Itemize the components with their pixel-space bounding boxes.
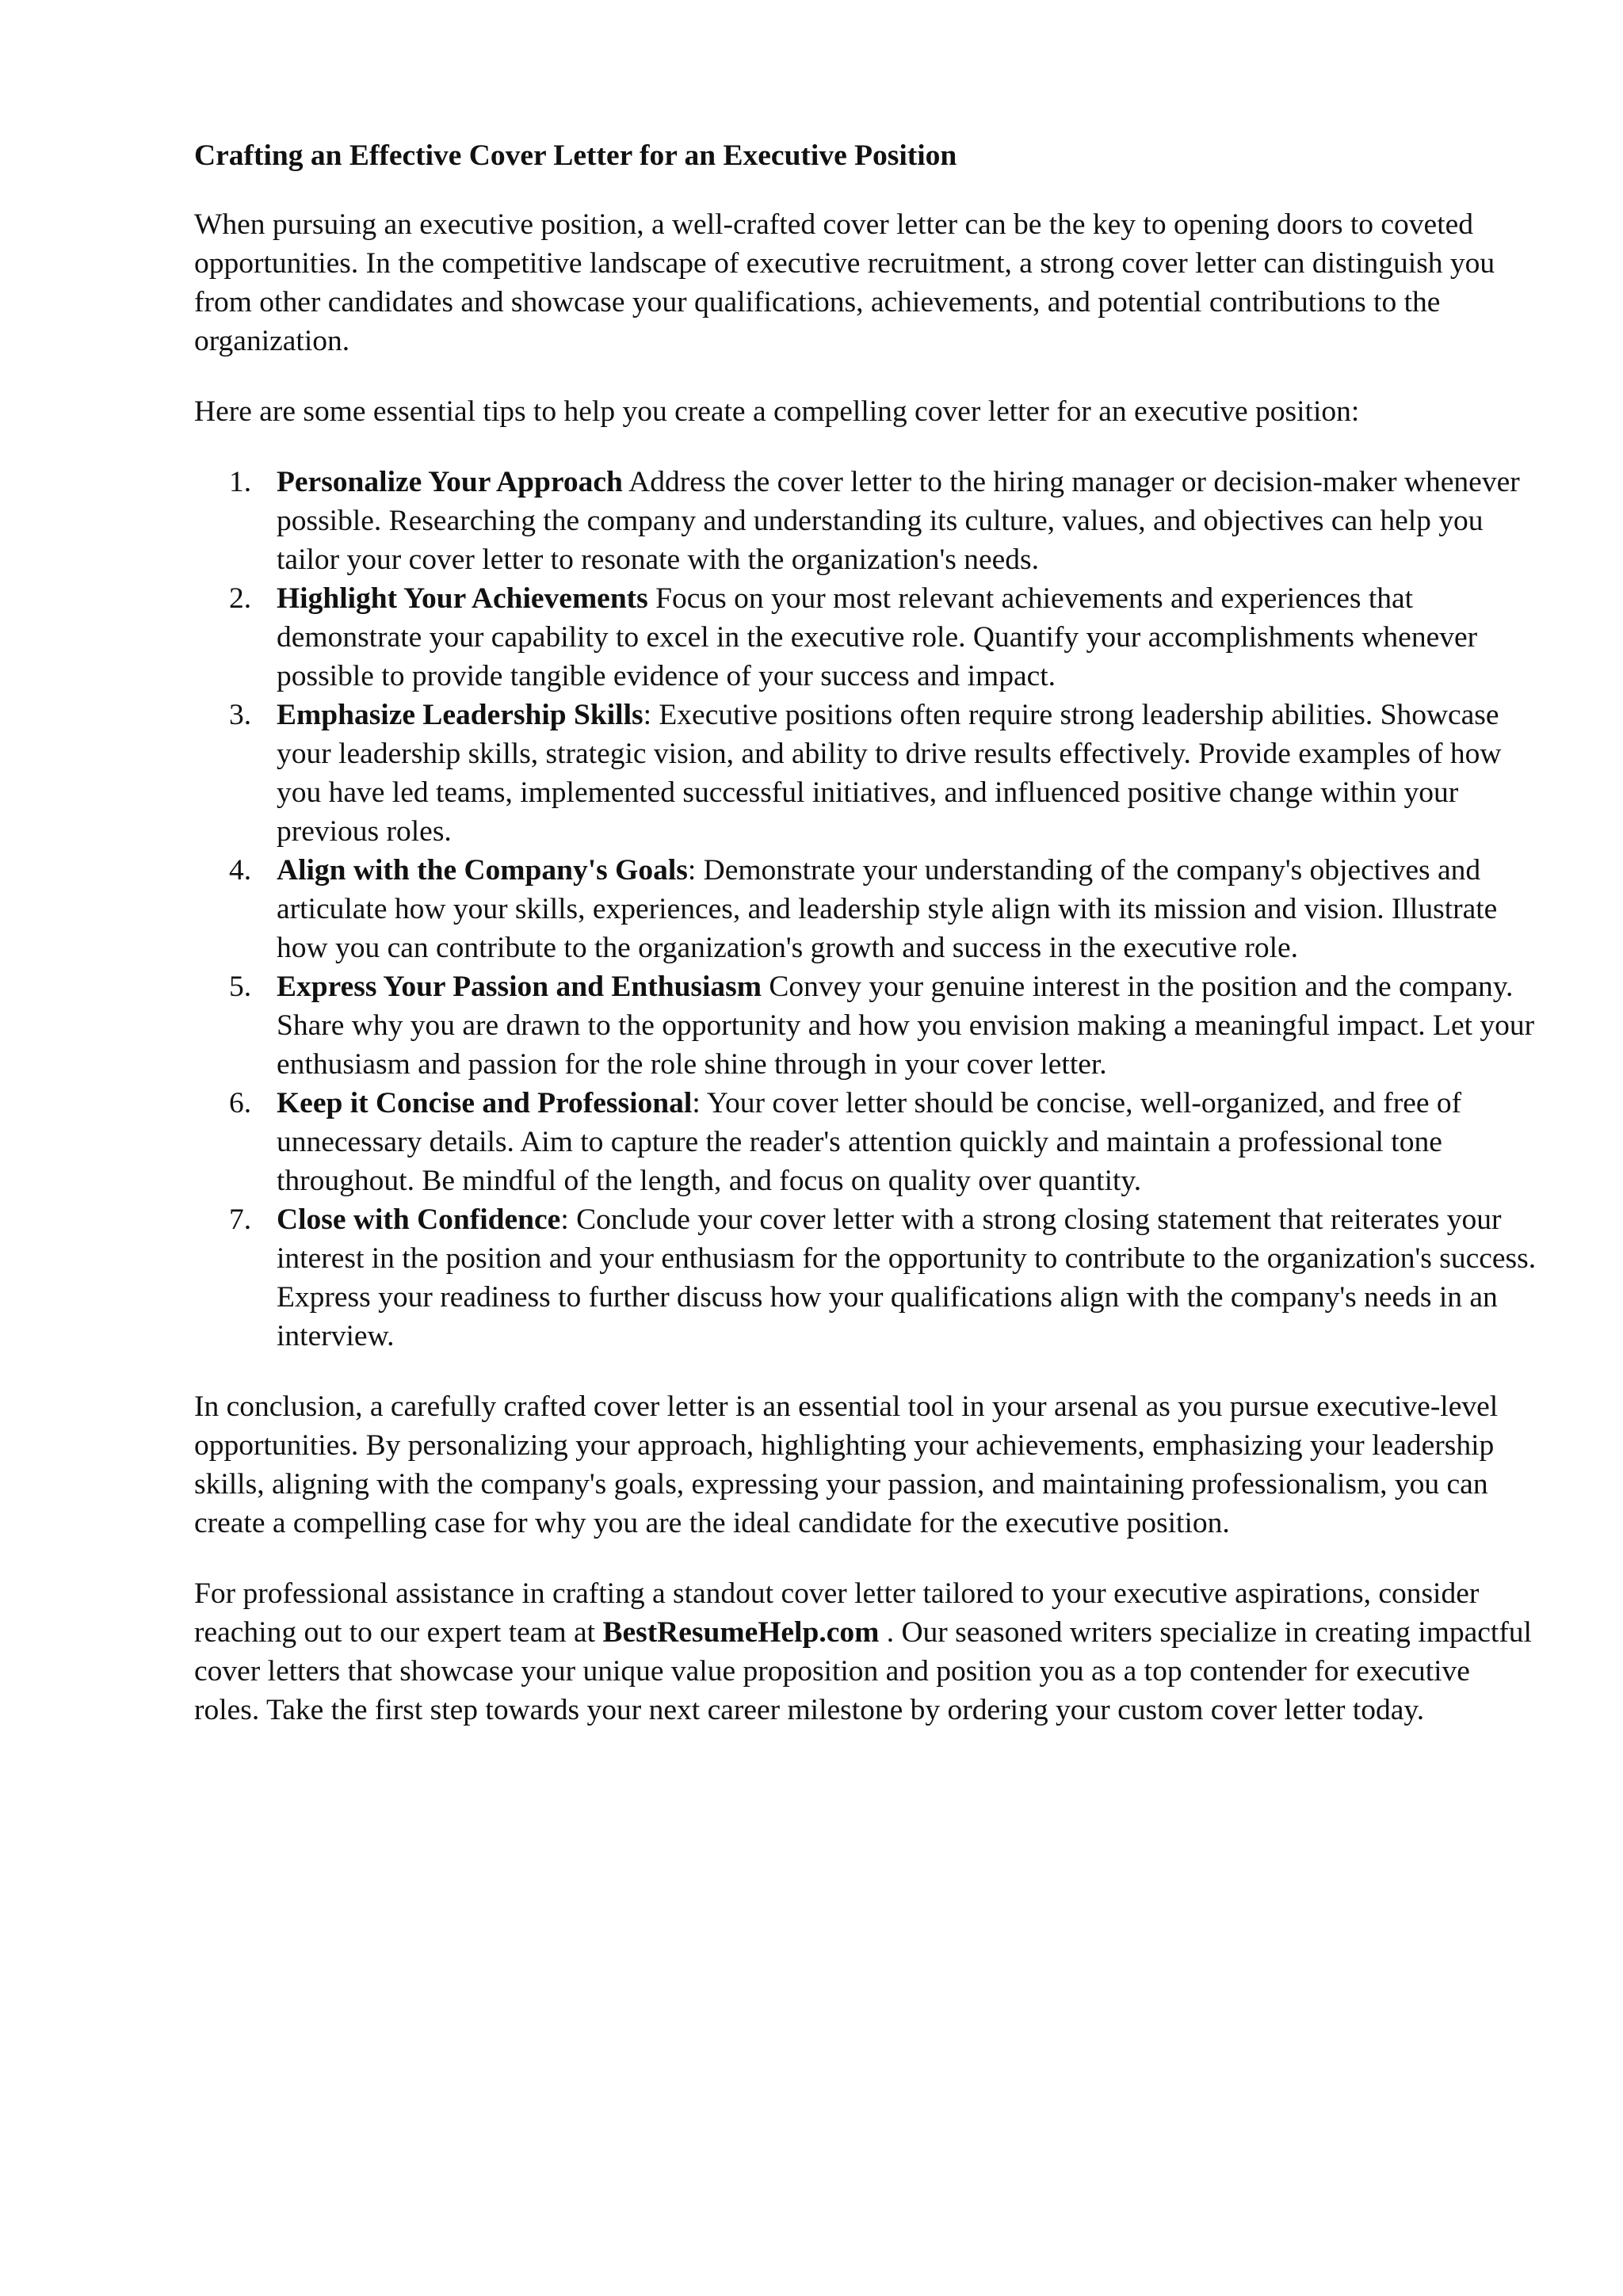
- cta-text-before: For professional assistance in crafting a standout cover letter tailored to your executive aspirations, consider reaching out to our expert team at: [194, 1577, 1480, 1649]
- tip-item: [194, 579, 1541, 696]
- tip-number: 6.: [229, 1087, 252, 1119]
- tip-title: Personalize Your Approach: [277, 466, 623, 498]
- tip-title: Align with the Company's Goals: [277, 854, 688, 887]
- tip-number: 3.: [229, 699, 252, 731]
- brand-name: BestResumeHelp.com: [602, 1616, 880, 1649]
- tip-title: Close with Confidence: [277, 1203, 561, 1236]
- tip-title: Keep it Concise and Professional: [277, 1087, 693, 1119]
- tip-item: [194, 967, 1541, 1084]
- tip-item: [194, 1200, 1541, 1356]
- tip-item: [194, 851, 1541, 967]
- tip-item: [194, 1084, 1541, 1200]
- tip-number: 5.: [229, 971, 252, 1003]
- tip-text: Convey your genuine interest in the position and the company. Share why you are drawn to the opportunity and how you envision making a meaningful impact. Let your enthusiasm and passion for the role shine through in your cover letter.: [277, 971, 1535, 1081]
- tip-title: Highlight Your Achievements: [277, 582, 648, 615]
- tip-number: 7.: [229, 1203, 252, 1236]
- tip-number: 2.: [229, 582, 252, 615]
- tip-text: Address the cover letter to the hiring manager or decision-maker whenever possible. Researching the company and understanding its culture, values, and objectives can help you tailor your cover letter to resonate with the organization's needs.: [277, 466, 1520, 576]
- call-to-action-paragraph: [194, 1574, 1541, 1730]
- tip-item: [194, 463, 1541, 579]
- tips-list: [194, 463, 1541, 1356]
- tip-title: Express Your Passion and Enthusiasm: [277, 971, 762, 1003]
- tip-text: : Your cover letter should be concise, well-organized, and free of unnecessary details. Aim to capture the reader's attention quickly and maintain a professional tone throughout. Be mindful of the length, and focus on quality over quantity.: [277, 1087, 1462, 1197]
- tip-text: : Executive positions often require strong leadership abilities. Showcase your leadership skills, strategic vision, and ability to drive results effectively. Provide examples of how you have led teams, implemented successful initiatives, and influenced positive change within your previous roles.: [277, 699, 1502, 848]
- intro-paragraph: When pursuing an executive position, a well-crafted cover letter can be the key to opening doors to coveted opportunities. In the competitive landscape of executive recruitment, a strong cover letter can distinguish you from other candidates and showcase your qualifications, achievements, and potential contributions to the organization.: [194, 208, 1495, 357]
- tip-title: Emphasize Leadership Skills: [277, 699, 643, 731]
- tip-text: : Conclude your cover letter with a strong closing statement that reiterates your interest in the position and your enthusiasm for the opportunity to contribute to the organization's success. Express your readiness to further discuss how your qualifications align with the company's needs in an interview.: [277, 1203, 1537, 1352]
- document-title: Crafting an Effective Cover Letter for an Executive Position: [194, 139, 957, 172]
- lead-in-paragraph: Here are some essential tips to help you create a compelling cover letter for an executive position:: [194, 395, 1360, 428]
- tip-text: Focus on your most relevant achievements and experiences that demonstrate your capability to excel in the executive role. Quantify your accomplishments whenever possible to provide tangible evidence of your success and impact.: [277, 582, 1478, 692]
- tip-text: : Demonstrate your understanding of the company's objectives and articulate how your skills, experiences, and leadership style align with its mission and vision. Illustrate how you can contribute to the organization's growth and success in the executive role.: [277, 854, 1498, 964]
- document-body: [194, 136, 1541, 1761]
- tip-number: 1.: [229, 466, 252, 498]
- tip-number: 4.: [229, 854, 252, 887]
- conclusion-paragraph: In conclusion, a carefully crafted cover letter is an essential tool in your arsenal as you pursue executive-level opportunities. By personalizing your approach, highlighting your achievements, emphasizing your leadership skills, aligning with the company's goals, expressing your passion, and maintaining professionalism, you can create a compelling case for why you are the ideal candidate for the executive position.: [194, 1390, 1499, 1539]
- tip-item: [194, 696, 1541, 851]
- cta-text-after: . Our seasoned writers specialize in creating impactful cover letters that showcase your unique value proposition and position you as a top contender for executive roles. Take the first step towards your next career milestone by ordering your custom cover letter today.: [194, 1616, 1532, 1726]
